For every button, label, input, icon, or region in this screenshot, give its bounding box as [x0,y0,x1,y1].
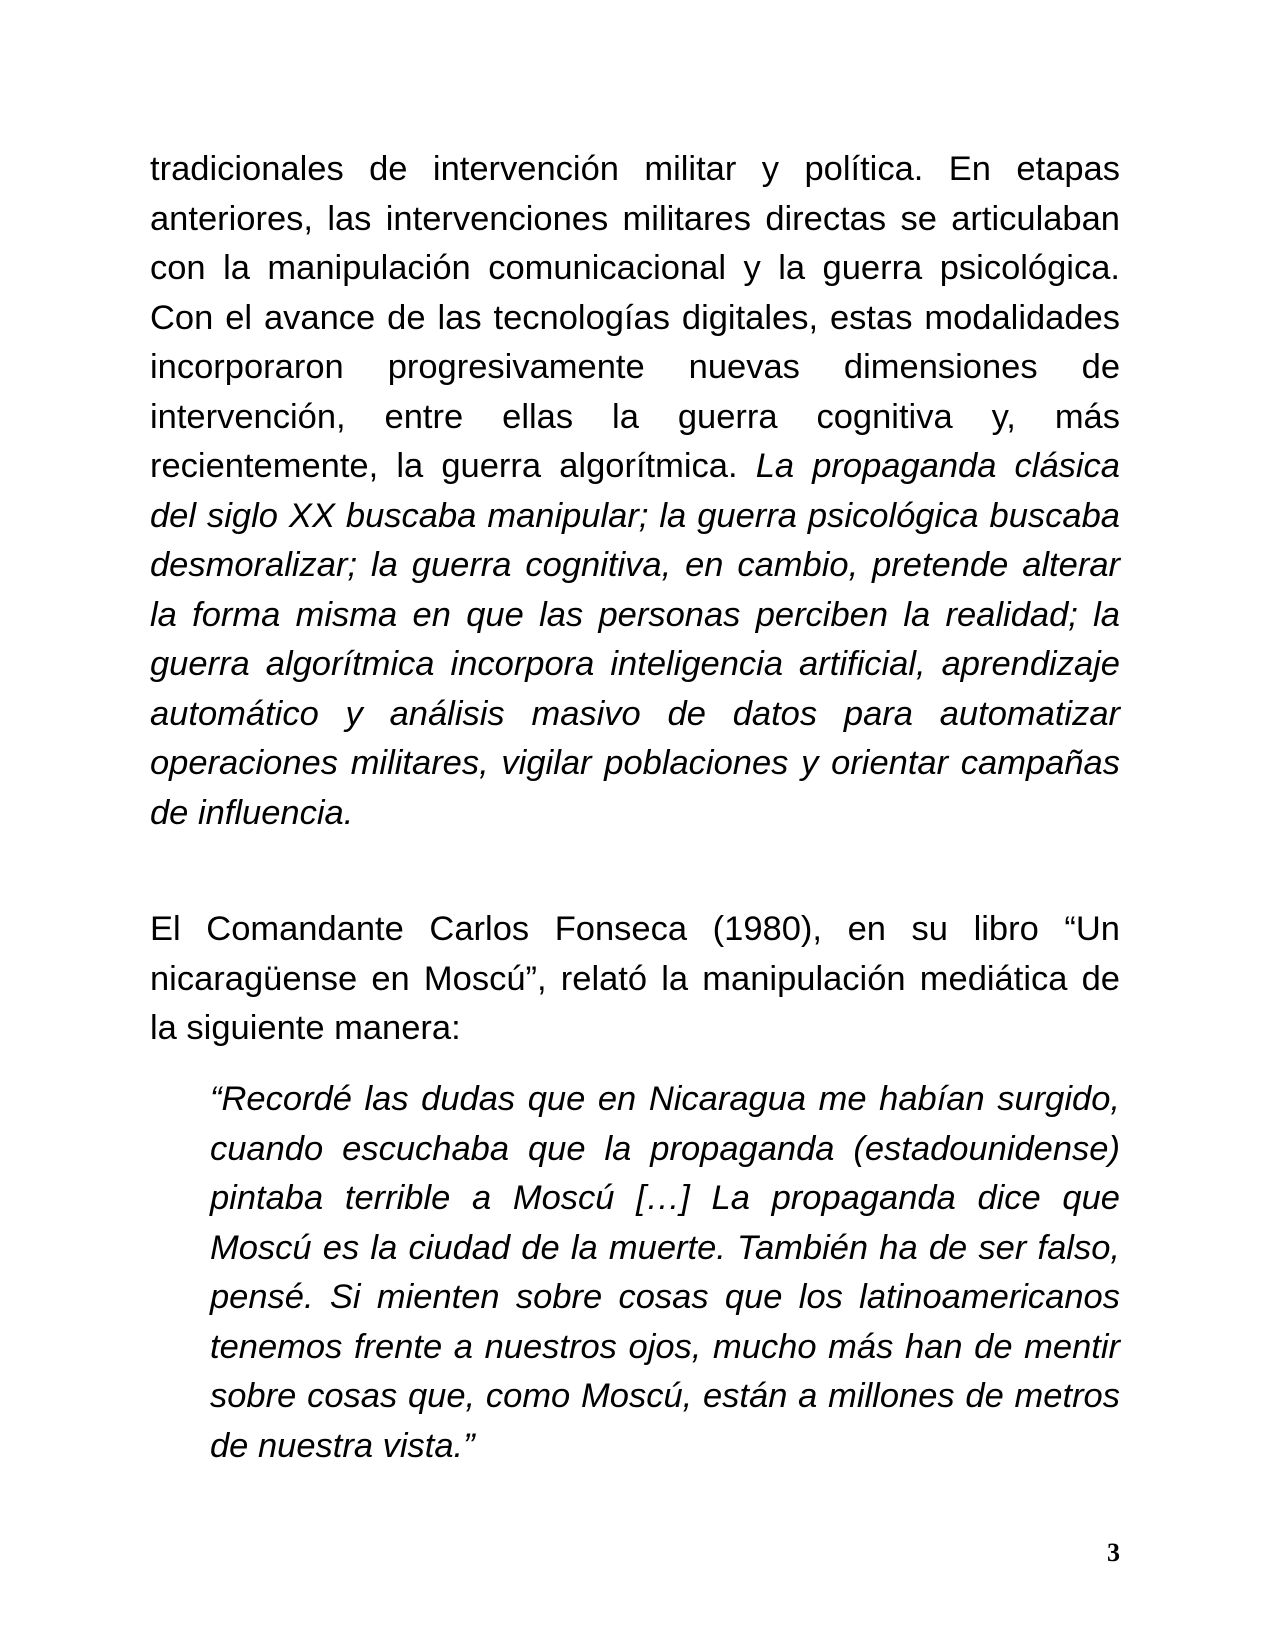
body-paragraph-2: El Comandante Carlos Fonseca (1980), en su libro “Un nicaragüense en Moscú”, relató la manipulación mediática de la siguiente manera: [150,910,1120,1047]
paragraph-1-italic-text: La propaganda clásica del siglo XX buscaba manipular; la guerra psicológica buscaba desmoralizar; la guerra cognitiva, en cambio, pretende alterar la forma misma en que las personas perciben la realidad; la guerra algorítmica incorpora inteligencia artificial, aprendizaje automático y análisis masivo de datos para automatizar operaciones militares, vigilar poblaciones y orientar campañas de influencia. [150,447,1120,832]
page-number: 3 [1107,1538,1120,1567]
paragraph-1-regular-text: tradicionales de intervención militar y política. En etapas anteriores, las intervenciones militares directas se articulaban con la manipulación comunicacional y la guerra psicológica. Con el avance de las tecnologías digitales, estas modalidades incorporaron progresivamente nuevas dimensiones de intervención, entre ellas la guerra cognitiva y, más recientemente, la guerra algorítmica. [150,150,1120,485]
body-paragraph-1 [150,145,1120,838]
block-quote: “Recordé las dudas que en Nicaragua me habían surgido, cuando escuchaba que la propaganda (estadounidense) pintaba terrible a Moscú […] La propaganda dice que Moscú es la ciudad de la muerte. También ha de ser falso, pensé. Si mienten sobre cosas que los latinoamericanos tenemos frente a nuestros ojos, mucho más han de mentir sobre cosas que, como Moscú, están a millones de metros de nuestra vista.” [210,1080,1120,1465]
